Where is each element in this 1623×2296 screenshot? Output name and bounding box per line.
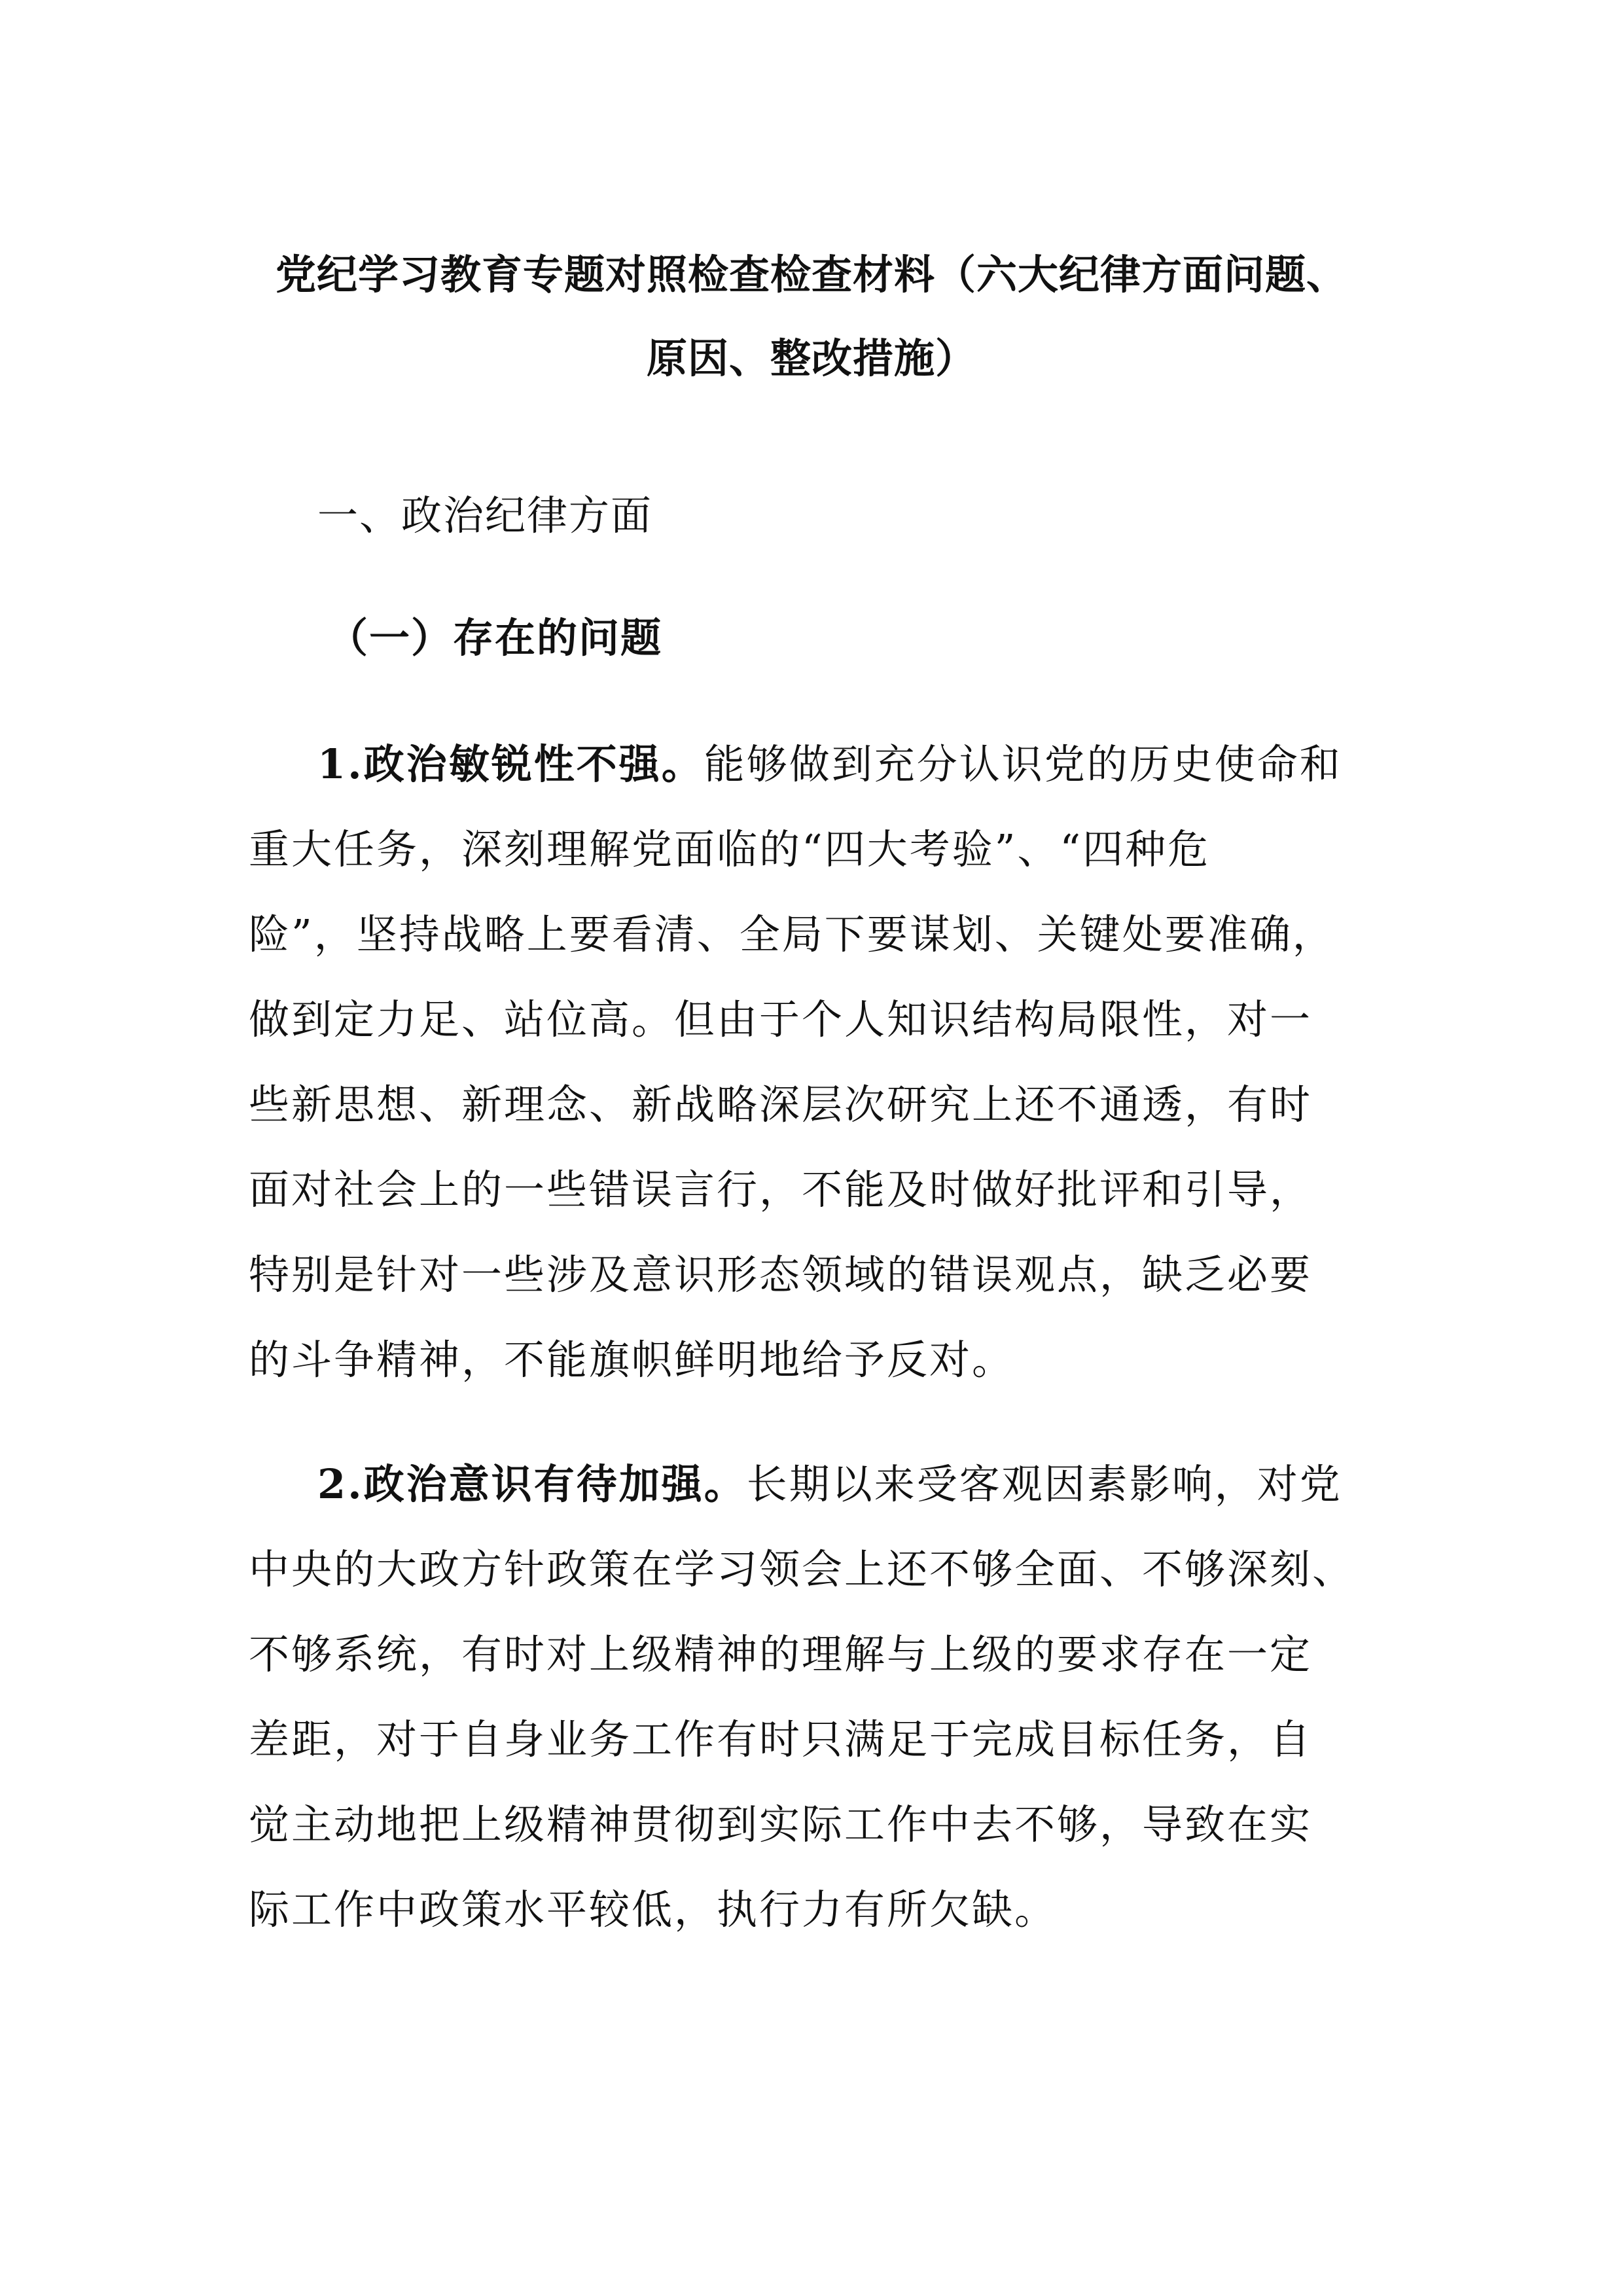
item2-first-line xyxy=(317,1452,1469,1510)
document-title-line-2: 原因、整改措施） xyxy=(646,334,976,382)
item2-text-line-1: 中央的大政方针政策在学习领会上还不够全面、不够深刻、 xyxy=(249,1545,1355,1593)
item1-text-line-7: 的斗争精神，不能旗帜鲜明地给予反对。 xyxy=(249,1336,1015,1384)
item2-text-line-3: 差距，对于自身业务工作有时只满足于完成目标任务，自 xyxy=(249,1715,1313,1763)
item1-text-line-1: 重大任务，深刻理解党面临的“四大考验”、“四种危 xyxy=(249,825,1211,873)
item1-text-line-0: 能够做到充分认识党的历史使命和 xyxy=(704,740,1342,788)
section-heading-political-discipline: 一、政治纪律方面 xyxy=(317,492,653,539)
item1-first-line xyxy=(317,732,1469,790)
document-title-line-1: 党纪学习教育专题对照检查检查材料（六大纪律方面问题、 xyxy=(275,251,1347,298)
item2-text-line-2: 不够系统，有时对上级精神的理解与上级的要求存在一定 xyxy=(249,1630,1313,1678)
item2-text-line-4: 觉主动地把上级精神贯彻到实际工作中去不够，导致在实 xyxy=(249,1801,1313,1848)
item2-text-line-0: 长期以来受客观因素影响，对党 xyxy=(746,1460,1342,1508)
item2-text-line-5: 际工作中政策水平较低，执行力有所欠缺。 xyxy=(249,1886,1058,1933)
item1-text-line-4: 些新思想、新理念、新战略深层次研究上还不通透，有时 xyxy=(249,1081,1313,1128)
item1-text-line-6: 特别是针对一些涉及意识形态领域的错误观点，缺乏必要 xyxy=(249,1251,1313,1299)
item1-text-line-5: 面对社会上的一些错误言行，不能及时做好批评和引导， xyxy=(249,1166,1313,1213)
item1-text-line-2: 险”，坚持战略上要看清、全局下要谋划、关键处要准确， xyxy=(249,910,1335,958)
item1-label: 1.政治敏锐性不强。 xyxy=(317,740,704,788)
subsection-heading-problems: （一）存在的问题 xyxy=(327,614,663,662)
item2-label: 2.政治意识有待加强。 xyxy=(317,1460,747,1508)
item1-text-line-3: 做到定力足、站位高。但由于个人知识结构局限性，对一 xyxy=(249,996,1313,1043)
